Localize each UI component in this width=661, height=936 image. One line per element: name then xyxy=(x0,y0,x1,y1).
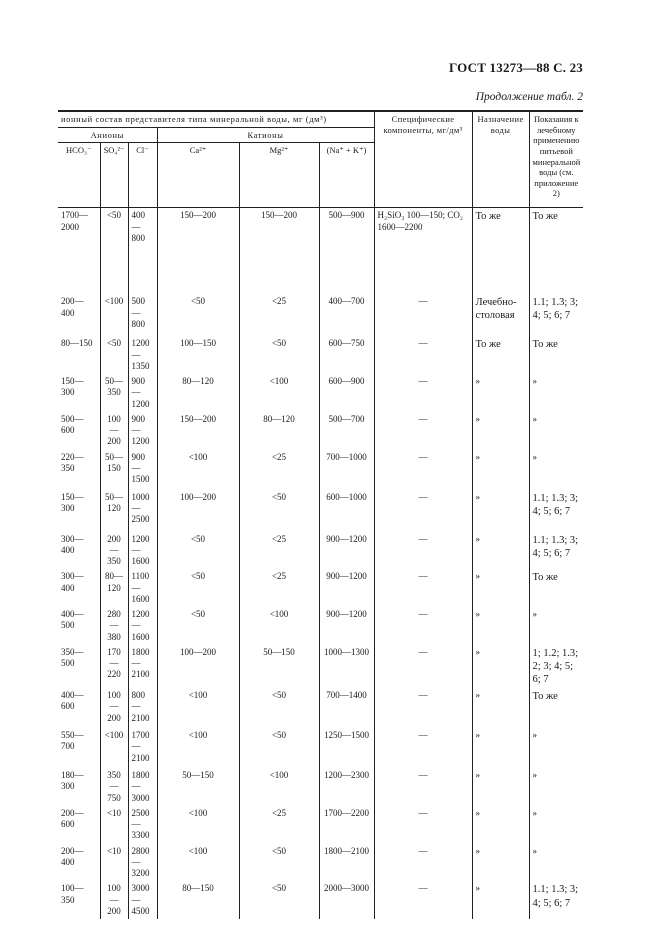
cell-ca: <50 xyxy=(157,532,239,570)
cell-ca: 80—150 xyxy=(157,881,239,919)
cell-so4: <100 xyxy=(100,294,128,336)
table-row xyxy=(58,374,583,412)
cell-ca: 150—200 xyxy=(157,412,239,450)
cell-hco3: 220—350 xyxy=(58,450,100,490)
col-hco3: HCO₃⁻ xyxy=(58,143,100,208)
cell-specific: — xyxy=(374,336,472,374)
cell-cl: 1200—1350 xyxy=(128,336,157,374)
cell-hco3: 200—400 xyxy=(58,294,100,336)
cell-purpose: » xyxy=(472,768,529,806)
cell-na-k: 2000—3000 xyxy=(319,881,374,919)
cell-ca: 100—150 xyxy=(157,336,239,374)
cell-specific: — xyxy=(374,645,472,688)
cell-na-k: 1200—2300 xyxy=(319,768,374,806)
cell-so4: 50—150 xyxy=(100,450,128,490)
cell-so4: <50 xyxy=(100,336,128,374)
cell-specific: — xyxy=(374,728,472,768)
cell-indications: 1.1; 1.3; 3; 4; 5; 6; 7 xyxy=(529,490,583,532)
cell-purpose: » xyxy=(472,374,529,412)
cell-mg: <50 xyxy=(239,336,319,374)
cell-indications: 1.1; 1.3; 3; 4; 5; 6; 7 xyxy=(529,294,583,336)
cell-so4: 170—220 xyxy=(100,645,128,688)
cell-so4: 100—200 xyxy=(100,412,128,450)
cell-ca: 50—150 xyxy=(157,768,239,806)
cell-specific: — xyxy=(374,374,472,412)
cell-purpose: Лечебно-столовая xyxy=(472,294,529,336)
cell-indications: 1.1; 1.3; 3; 4; 5; 6; 7 xyxy=(529,881,583,919)
col-so4: SO₄²⁻ xyxy=(100,143,128,208)
cell-purpose: То же xyxy=(472,336,529,374)
table-row xyxy=(58,532,583,570)
cell-specific: — xyxy=(374,806,472,844)
cell-na-k: 900—1200 xyxy=(319,532,374,570)
standard-header: ГОСТ 13273—88 С. 23 xyxy=(449,60,583,75)
cell-hco3: 550—700 xyxy=(58,728,100,768)
cell-hco3: 150—300 xyxy=(58,490,100,532)
cell-so4: 200—350 xyxy=(100,532,128,570)
cell-hco3: 500—600 xyxy=(58,412,100,450)
cell-mg: <50 xyxy=(239,728,319,768)
cell-ca: 100—200 xyxy=(157,490,239,532)
cell-ca: 150—200 xyxy=(157,208,239,295)
cell-specific: — xyxy=(374,844,472,882)
mineral-water-table xyxy=(58,110,583,919)
cell-purpose: » xyxy=(472,450,529,490)
table-row xyxy=(58,607,583,645)
cell-cl: 1800—2100 xyxy=(128,645,157,688)
cell-hco3: 180—300 xyxy=(58,768,100,806)
cell-cl: 900—1200 xyxy=(128,374,157,412)
cell-na-k: 600—1000 xyxy=(319,490,374,532)
cell-indications: » xyxy=(529,768,583,806)
cell-na-k: 400—700 xyxy=(319,294,374,336)
table-row xyxy=(58,412,583,450)
cell-indications: 1.1; 1.3; 3; 4; 5; 6; 7 xyxy=(529,532,583,570)
cell-cl: 1100—1600 xyxy=(128,569,157,607)
col-ca: Ca²⁺ xyxy=(157,143,239,208)
cell-indications: » xyxy=(529,806,583,844)
table-row xyxy=(58,844,583,882)
cell-cl: 3000—4500 xyxy=(128,881,157,919)
cell-indications: » xyxy=(529,450,583,490)
table-row xyxy=(58,688,583,728)
water-purpose-header: Назначение воды xyxy=(472,111,529,208)
table-continuation-label: Продолжение табл. 2 xyxy=(475,91,583,103)
cell-cl: 900—1500 xyxy=(128,450,157,490)
cell-cl: 2800—3200 xyxy=(128,844,157,882)
col-cl: Cl⁻ xyxy=(128,143,157,208)
cell-hco3: 200—600 xyxy=(58,806,100,844)
ionic-composition-header: ионный состав представителя типа минеральной воды, мг (дм³) xyxy=(58,111,374,127)
cell-purpose: » xyxy=(472,688,529,728)
cell-na-k: 500—700 xyxy=(319,412,374,450)
cell-mg: <25 xyxy=(239,569,319,607)
cell-ca: <50 xyxy=(157,607,239,645)
cell-na-k: 1700—2200 xyxy=(319,806,374,844)
cell-cl: 500—800 xyxy=(128,294,157,336)
cell-hco3: 350—500 xyxy=(58,645,100,688)
cell-so4: 280—380 xyxy=(100,607,128,645)
cell-purpose: » xyxy=(472,607,529,645)
cell-mg: <25 xyxy=(239,532,319,570)
cell-na-k: 700—1400 xyxy=(319,688,374,728)
cations-header: Катионы xyxy=(157,127,374,143)
cell-cl: 1700—2100 xyxy=(128,728,157,768)
cell-hco3: 100—350 xyxy=(58,881,100,919)
cell-purpose: » xyxy=(472,844,529,882)
cell-mg: <100 xyxy=(239,374,319,412)
cell-specific: H₂SiO₃ 100—150; CO₂ 1600—2200 xyxy=(374,208,472,295)
cell-ca: 100—200 xyxy=(157,645,239,688)
cell-ca: <100 xyxy=(157,688,239,728)
cell-indications: » xyxy=(529,374,583,412)
cell-purpose: » xyxy=(472,532,529,570)
cell-specific: — xyxy=(374,881,472,919)
anions-header: Анионы xyxy=(58,127,157,143)
cell-specific: — xyxy=(374,450,472,490)
cell-mg: 50—150 xyxy=(239,645,319,688)
cell-ca: <100 xyxy=(157,728,239,768)
cell-ca: <50 xyxy=(157,569,239,607)
cell-hco3: 300—400 xyxy=(58,532,100,570)
cell-so4: <100 xyxy=(100,728,128,768)
cell-cl: 1200—1600 xyxy=(128,607,157,645)
cell-mg: <25 xyxy=(239,806,319,844)
cell-specific: — xyxy=(374,569,472,607)
cell-hco3: 1700—2000 xyxy=(58,208,100,295)
cell-hco3: 80—150 xyxy=(58,336,100,374)
table-row xyxy=(58,806,583,844)
cell-specific: — xyxy=(374,294,472,336)
cell-hco3: 400—600 xyxy=(58,688,100,728)
cell-indications: » xyxy=(529,844,583,882)
cell-specific: — xyxy=(374,532,472,570)
cell-so4: 80—120 xyxy=(100,569,128,607)
cell-specific: — xyxy=(374,688,472,728)
cell-cl: 1000—2500 xyxy=(128,490,157,532)
cell-indications: » xyxy=(529,607,583,645)
cell-na-k: 500—900 xyxy=(319,208,374,295)
table-row xyxy=(58,645,583,688)
cell-purpose: » xyxy=(472,490,529,532)
cell-purpose: » xyxy=(472,412,529,450)
cell-indications: 1; 1.2; 1.3; 2; 3; 4; 5; 6; 7 xyxy=(529,645,583,688)
cell-na-k: 600—900 xyxy=(319,374,374,412)
cell-hco3: 200—400 xyxy=(58,844,100,882)
cell-mg: 80—120 xyxy=(239,412,319,450)
cell-indications: » xyxy=(529,728,583,768)
cell-mg: <50 xyxy=(239,881,319,919)
cell-purpose: » xyxy=(472,806,529,844)
cell-specific: — xyxy=(374,768,472,806)
cell-mg: <100 xyxy=(239,607,319,645)
cell-indications: » xyxy=(529,412,583,450)
cell-cl: 800—2100 xyxy=(128,688,157,728)
cell-purpose: » xyxy=(472,728,529,768)
cell-purpose: » xyxy=(472,645,529,688)
cell-mg: 150—200 xyxy=(239,208,319,295)
cell-hco3: 300—400 xyxy=(58,569,100,607)
cell-so4: 350—750 xyxy=(100,768,128,806)
cell-ca: <100 xyxy=(157,844,239,882)
cell-so4: <10 xyxy=(100,806,128,844)
cell-mg: <25 xyxy=(239,294,319,336)
cell-mg: <50 xyxy=(239,490,319,532)
cell-purpose: » xyxy=(472,881,529,919)
cell-purpose: » xyxy=(472,569,529,607)
specific-components-header: Специфические компоненты, мг/дм³ xyxy=(374,111,472,208)
cell-indications: То же xyxy=(529,688,583,728)
cell-specific: — xyxy=(374,607,472,645)
cell-hco3: 150—300 xyxy=(58,374,100,412)
cell-ca: 80—120 xyxy=(157,374,239,412)
cell-mg: <50 xyxy=(239,688,319,728)
cell-cl: 1800—3000 xyxy=(128,768,157,806)
cell-ca: <50 xyxy=(157,294,239,336)
table-row xyxy=(58,728,583,768)
cell-na-k: 1000—1300 xyxy=(319,645,374,688)
cell-indications: То же xyxy=(529,208,583,295)
cell-na-k: 1800—2100 xyxy=(319,844,374,882)
cell-so4: <50 xyxy=(100,208,128,295)
cell-specific: — xyxy=(374,412,472,450)
cell-ca: <100 xyxy=(157,806,239,844)
table-row xyxy=(58,768,583,806)
col-na-k: (Na⁺ + K⁺) xyxy=(319,143,374,208)
cell-cl: 400—800 xyxy=(128,208,157,295)
indications-header: Показания к лечебному применению питьевой минеральной воды (см. приложение 2) xyxy=(529,111,583,208)
cell-na-k: 600—750 xyxy=(319,336,374,374)
cell-mg: <100 xyxy=(239,768,319,806)
table-row xyxy=(58,490,583,532)
cell-so4: 50—120 xyxy=(100,490,128,532)
cell-purpose: То же xyxy=(472,208,529,295)
cell-na-k: 900—1200 xyxy=(319,607,374,645)
cell-so4: 50—350 xyxy=(100,374,128,412)
col-mg: Mg²⁺ xyxy=(239,143,319,208)
cell-so4: 100—200 xyxy=(100,881,128,919)
cell-indications: То же xyxy=(529,336,583,374)
cell-na-k: 1250—1500 xyxy=(319,728,374,768)
cell-na-k: 700—1000 xyxy=(319,450,374,490)
cell-na-k: 900—1200 xyxy=(319,569,374,607)
cell-so4: <10 xyxy=(100,844,128,882)
cell-ca: <100 xyxy=(157,450,239,490)
table-row xyxy=(58,208,583,295)
table-row xyxy=(58,569,583,607)
cell-cl: 1200—1600 xyxy=(128,532,157,570)
cell-hco3: 400—500 xyxy=(58,607,100,645)
cell-specific: — xyxy=(374,490,472,532)
cell-mg: <50 xyxy=(239,844,319,882)
cell-cl: 2500—3300 xyxy=(128,806,157,844)
table-row xyxy=(58,294,583,336)
cell-so4: 100—200 xyxy=(100,688,128,728)
table-row xyxy=(58,881,583,919)
cell-mg: <25 xyxy=(239,450,319,490)
table-row xyxy=(58,336,583,374)
cell-cl: 900—1200 xyxy=(128,412,157,450)
table-row xyxy=(58,450,583,490)
cell-indications: То же xyxy=(529,569,583,607)
